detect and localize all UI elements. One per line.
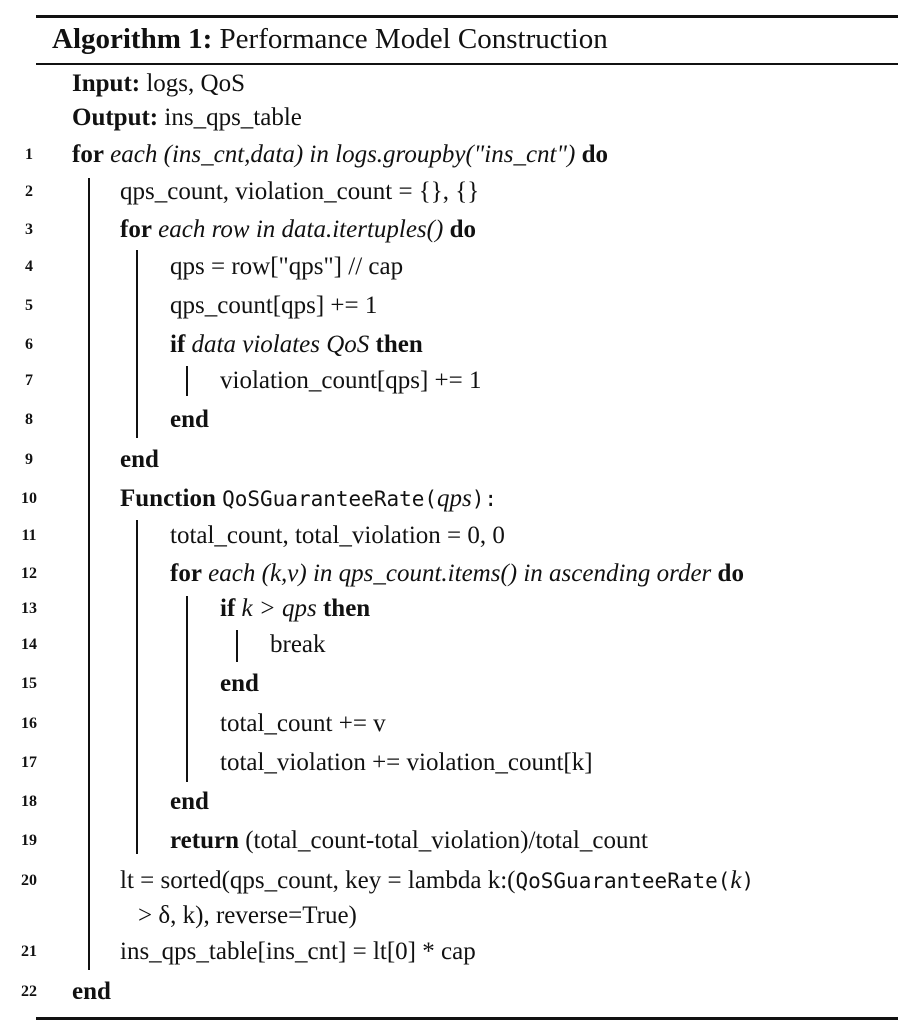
code-line-7 xyxy=(0,364,922,398)
line-number: 10 xyxy=(21,490,37,507)
line-number: 3 xyxy=(25,221,33,238)
code-line-20-continued xyxy=(0,899,922,933)
line-content: ins_qps_table[ins_cnt] = lt[0] * cap xyxy=(120,938,476,965)
line-content: for each (k,v) in qps_count.items() in ascending order do xyxy=(170,560,744,587)
caption-rule xyxy=(36,63,898,65)
line-content: Function QoSGuaranteeRate(qps): xyxy=(120,485,498,512)
line-content: end xyxy=(220,670,259,697)
code-line-4 xyxy=(0,250,922,284)
output-value: ins_qps_table xyxy=(164,104,302,131)
line-number: 6 xyxy=(25,336,33,353)
line-content: total_violation += violation_count[k] xyxy=(220,749,593,776)
code-line-20 xyxy=(0,864,922,898)
line-content: violation_count[qps] += 1 xyxy=(220,367,482,394)
line-content: total_count += v xyxy=(220,710,386,737)
line-content: end xyxy=(170,788,209,815)
code-line-9 xyxy=(0,443,922,477)
line-content: end xyxy=(72,978,111,1005)
line-number: 9 xyxy=(25,451,33,468)
code-line-17 xyxy=(0,746,922,780)
input-value: logs, QoS xyxy=(146,70,245,97)
line-content: qps_count, violation_count = {}, {} xyxy=(120,178,480,205)
line-number: 11 xyxy=(21,527,37,544)
line-content: return (total_count-total_violation)/total_count xyxy=(170,827,648,854)
bottom-rule xyxy=(36,1017,898,1020)
line-content: for each row in data.itertuples() do xyxy=(120,216,476,243)
line-continuation: > δ, k), reverse=True) xyxy=(138,902,357,929)
line-number: 2 xyxy=(25,183,33,200)
code-line-14 xyxy=(0,628,922,662)
line-content: lt = sorted(qps_count, key = lambda k:(QoSGuaranteeRate(k) xyxy=(120,867,755,894)
code-line-18 xyxy=(0,785,922,819)
code-line-13 xyxy=(0,592,922,626)
line-number: 15 xyxy=(21,675,37,692)
code-line-16 xyxy=(0,707,922,741)
line-number: 18 xyxy=(21,793,37,810)
output-line xyxy=(72,102,302,134)
code-line-5 xyxy=(0,289,922,323)
line-number: 1 xyxy=(25,146,33,163)
line-number: 17 xyxy=(21,754,37,771)
line-number: 8 xyxy=(25,411,33,428)
top-rule xyxy=(36,15,898,18)
line-content: for each (ins_cnt,data) in logs.groupby("ins_cnt") do xyxy=(72,141,608,168)
line-content: break xyxy=(270,631,326,658)
line-number: 7 xyxy=(25,372,33,389)
code-line-12 xyxy=(0,557,922,591)
output-label: Output: xyxy=(72,104,159,131)
line-content: qps = row["qps"] // cap xyxy=(170,253,404,280)
code-line-21 xyxy=(0,935,922,969)
code-line-19 xyxy=(0,824,922,858)
line-content: if k > qps then xyxy=(220,595,371,622)
code-line-8 xyxy=(0,403,922,437)
line-content: end xyxy=(120,446,159,473)
code-line-2 xyxy=(0,175,922,209)
line-content: if data violates QoS then xyxy=(170,331,423,358)
line-number: 14 xyxy=(21,636,37,653)
line-content: end xyxy=(170,406,209,433)
algorithm-label: Algorithm 1: xyxy=(52,23,213,55)
line-number: 20 xyxy=(21,872,37,889)
line-number: 13 xyxy=(21,600,37,617)
line-number: 4 xyxy=(25,258,33,275)
code-line-10 xyxy=(0,482,922,516)
code-line-6 xyxy=(0,328,922,362)
line-number: 21 xyxy=(21,943,37,960)
input-label: Input: xyxy=(72,70,141,97)
line-number: 12 xyxy=(21,565,37,582)
input-line xyxy=(72,68,245,100)
code-line-22 xyxy=(0,975,922,1009)
line-number: 5 xyxy=(25,297,33,314)
algorithm-caption xyxy=(52,20,608,58)
code-line-1 xyxy=(0,138,922,172)
line-number: 19 xyxy=(21,832,37,849)
code-line-11 xyxy=(0,519,922,553)
line-content: qps_count[qps] += 1 xyxy=(170,292,378,319)
algorithm-title: Performance Model Construction xyxy=(219,23,608,55)
code-line-3 xyxy=(0,213,922,247)
code-line-15 xyxy=(0,667,922,701)
line-number: 16 xyxy=(21,715,37,732)
line-content: total_count, total_violation = 0, 0 xyxy=(170,522,505,549)
line-number: 22 xyxy=(21,983,37,1000)
